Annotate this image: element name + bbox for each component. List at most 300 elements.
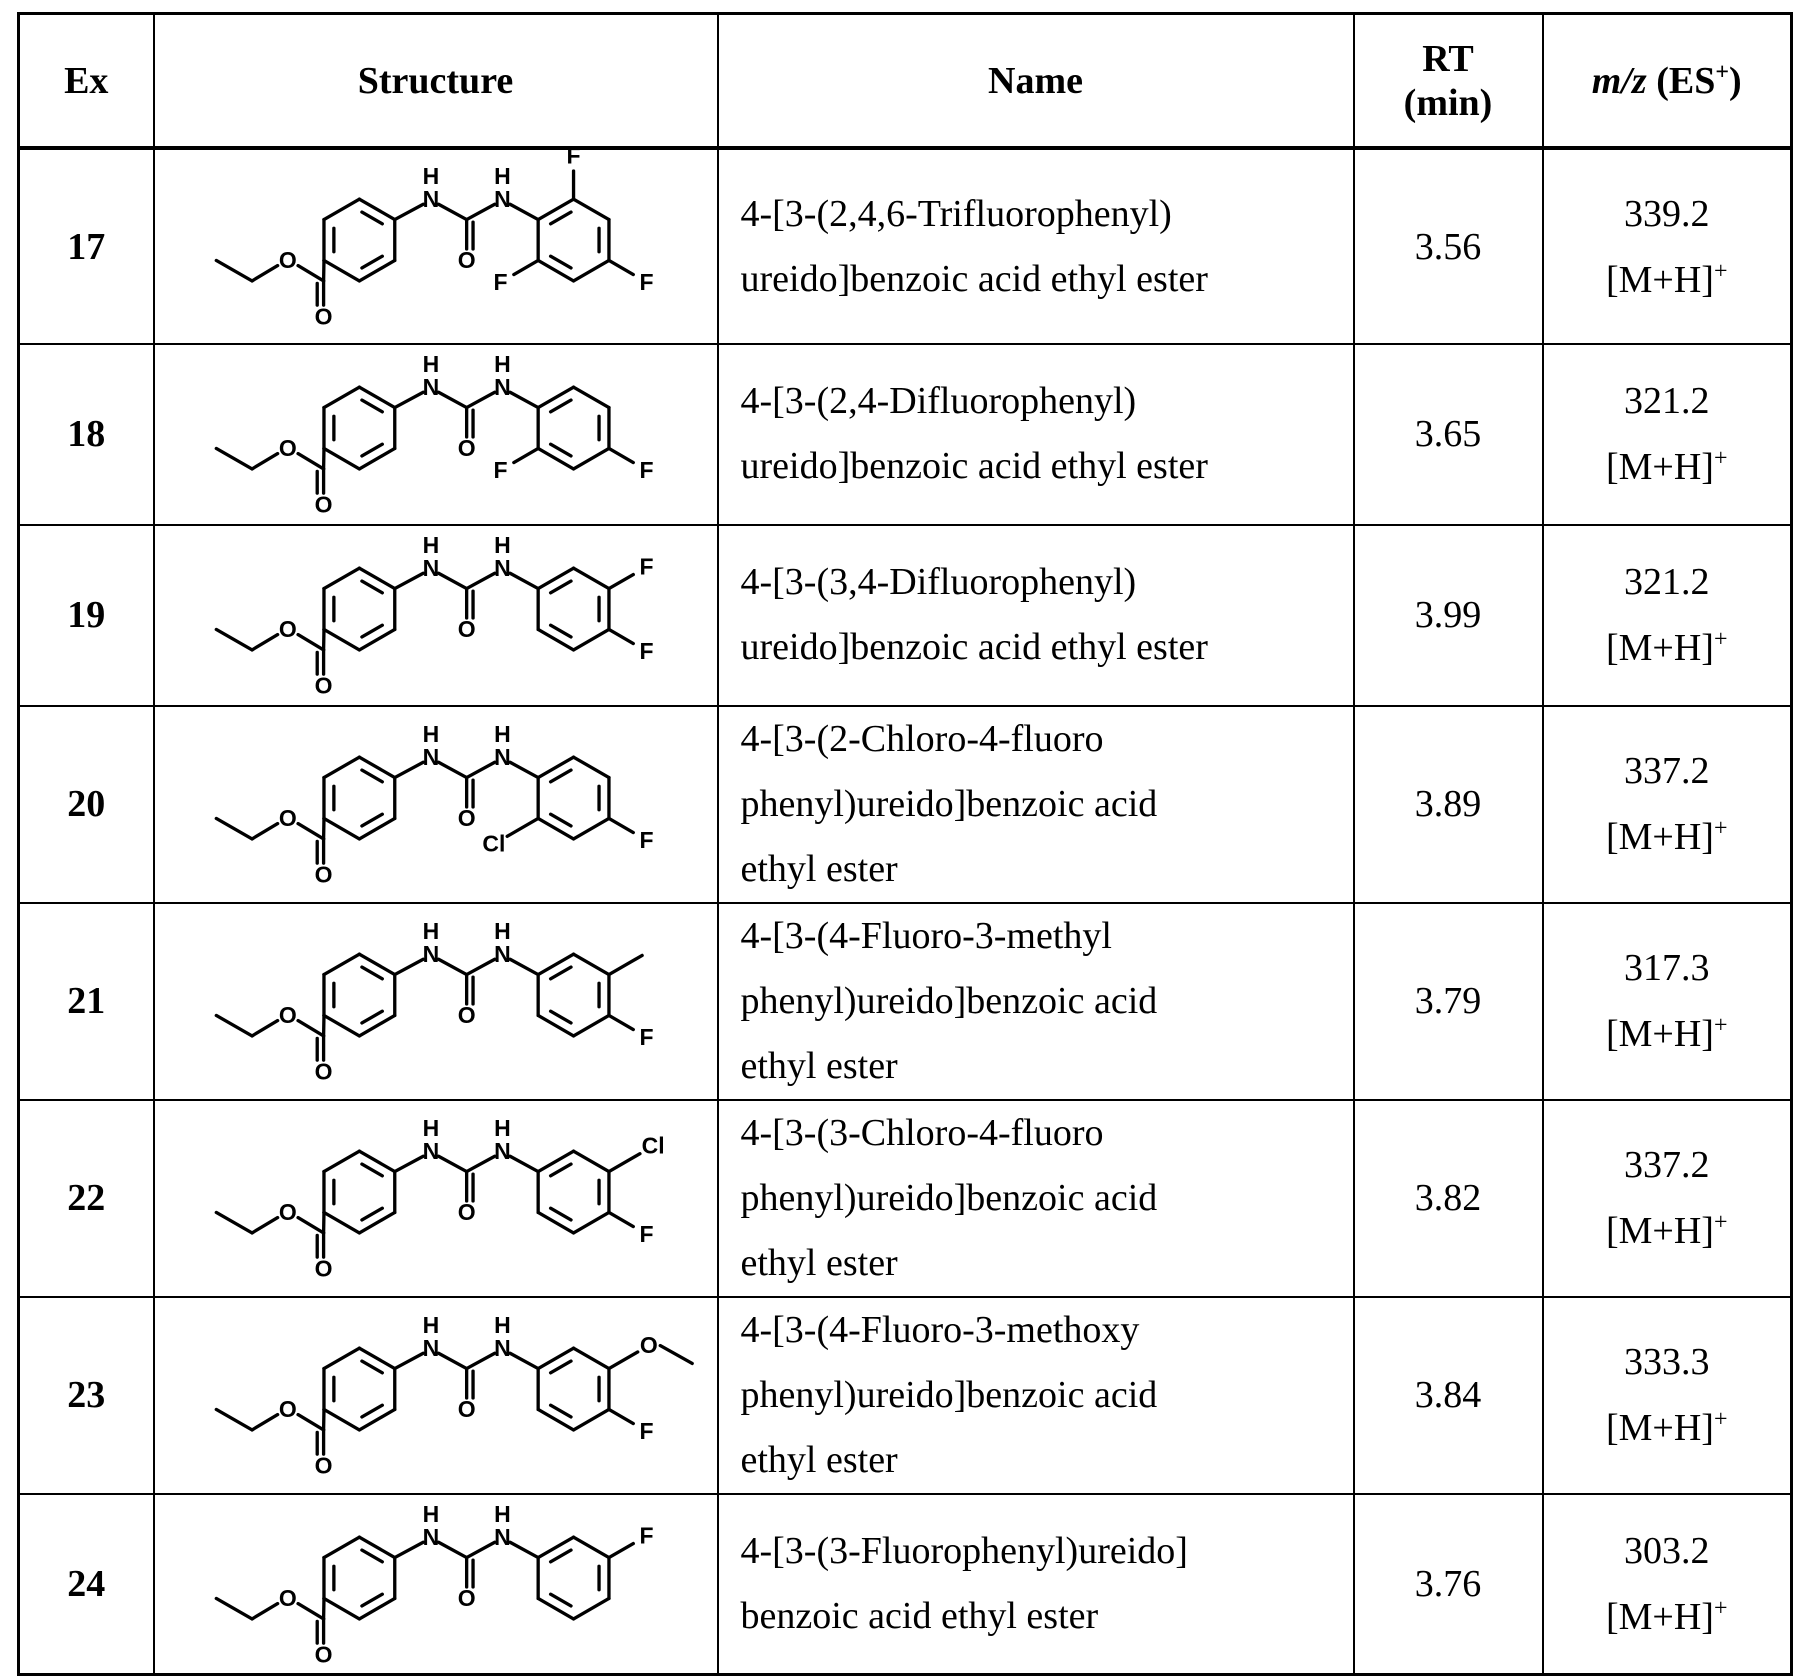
atom-label-h: H xyxy=(422,532,439,558)
bond xyxy=(438,1353,466,1368)
bond xyxy=(361,1164,381,1176)
atom-label-o: O xyxy=(457,616,475,642)
bond xyxy=(361,1594,381,1606)
substituent-label: F xyxy=(566,142,580,168)
example-number: 21 xyxy=(19,903,154,1100)
atom-label-h: H xyxy=(494,532,511,558)
atom-label-n: N xyxy=(422,1523,439,1549)
atom-label-n: N xyxy=(494,941,511,967)
mz-value: 333.3 xyxy=(1624,1341,1710,1383)
mass-value xyxy=(1543,344,1792,525)
header-rt-unit: (min) xyxy=(1404,82,1493,124)
atom-label-o: O xyxy=(314,672,332,698)
bond xyxy=(510,1156,538,1171)
name-line: 4-[3-(3-Fluorophenyl)ureido] xyxy=(741,1530,1188,1572)
bond xyxy=(438,1156,466,1171)
example-number: 18 xyxy=(19,344,154,525)
name-line: 4-[3-(2,4,6-Trifluorophenyl) xyxy=(741,193,1172,235)
header-mz-sup: + xyxy=(1715,59,1729,85)
ion-charge: + xyxy=(1714,815,1728,841)
atom-label-o: O xyxy=(278,616,296,642)
bond xyxy=(466,204,494,219)
bond xyxy=(538,629,573,649)
atom-label-h: H xyxy=(494,1312,511,1338)
bond xyxy=(323,818,358,838)
bond xyxy=(538,568,573,588)
atom-label-o: O xyxy=(278,435,296,461)
atom-label-n: N xyxy=(422,1335,439,1361)
atom-label-o: O xyxy=(314,1058,332,1084)
mz-value: 337.2 xyxy=(1624,1144,1710,1186)
header-mz xyxy=(1543,14,1792,149)
structure-cell xyxy=(154,706,718,903)
bond xyxy=(573,1015,608,1035)
retention-time: 3.99 xyxy=(1354,525,1543,706)
compound-name xyxy=(718,344,1354,525)
bond xyxy=(438,392,466,407)
structure-drawing xyxy=(155,345,717,524)
bond xyxy=(359,818,394,838)
bond xyxy=(538,1409,573,1429)
bond xyxy=(538,757,573,777)
example-number: 17 xyxy=(19,148,154,344)
bond xyxy=(298,266,324,281)
ion-label: [M+H] xyxy=(1606,1210,1714,1252)
bond xyxy=(361,1011,381,1023)
atom-label-o: O xyxy=(278,1199,296,1225)
mz-value: 321.2 xyxy=(1624,380,1710,422)
bond xyxy=(538,954,573,974)
bond xyxy=(361,1550,381,1562)
example-number: 19 xyxy=(19,525,154,706)
substituent-label: F xyxy=(639,457,653,483)
structure-cell xyxy=(154,148,718,344)
atom-label-h: H xyxy=(422,163,439,189)
atom-label-h: H xyxy=(494,163,511,189)
bond xyxy=(252,266,278,281)
atom-label-o: O xyxy=(314,1255,332,1281)
atom-label-o: O xyxy=(278,1585,296,1611)
bond xyxy=(361,444,381,456)
bond xyxy=(510,573,538,588)
structure-drawing xyxy=(155,1109,717,1288)
name-line: ureido]benzoic acid ethyl ester xyxy=(741,445,1208,487)
bond xyxy=(323,387,358,407)
bond xyxy=(359,199,394,219)
bond xyxy=(510,392,538,407)
atom-label-h: H xyxy=(422,1312,439,1338)
bond xyxy=(538,448,573,468)
ion-charge: + xyxy=(1714,1406,1728,1432)
bond xyxy=(394,392,422,407)
bond xyxy=(538,1537,573,1557)
mz-value: 317.3 xyxy=(1624,947,1710,989)
bond xyxy=(359,1537,394,1557)
atom-label-o: O xyxy=(457,1396,475,1422)
bond xyxy=(216,261,252,281)
header-structure: Structure xyxy=(154,14,718,149)
compound-name xyxy=(718,1297,1354,1494)
bond xyxy=(298,1020,324,1035)
atom-label-o: O xyxy=(457,1002,475,1028)
bond xyxy=(394,1156,422,1171)
ion-label: [M+H] xyxy=(1606,1407,1714,1449)
substituent-label: F xyxy=(493,269,507,295)
atom-label-o: O xyxy=(314,491,332,517)
ion-charge: + xyxy=(1714,1209,1728,1235)
structure-cell xyxy=(154,1297,718,1494)
bond xyxy=(573,448,608,468)
structure-cell xyxy=(154,1494,718,1675)
atom-label-o: O xyxy=(278,1002,296,1028)
name-line: phenyl)ureido]benzoic acid xyxy=(741,980,1158,1022)
bond xyxy=(323,1151,358,1171)
example-number: 23 xyxy=(19,1297,154,1494)
bond xyxy=(359,1015,394,1035)
bond xyxy=(252,823,278,838)
name-line: 4-[3-(4-Fluoro-3-methyl xyxy=(741,915,1112,957)
atom-label-h: H xyxy=(422,351,439,377)
bond xyxy=(298,634,324,649)
atom-label-o: O xyxy=(278,805,296,831)
header-row xyxy=(19,14,1792,149)
atom-label-n: N xyxy=(422,555,439,581)
header-rt-label: RT xyxy=(1422,38,1473,80)
bond xyxy=(608,629,632,643)
atom-label-o: O xyxy=(314,303,332,329)
mz-value: 337.2 xyxy=(1624,750,1710,792)
bond xyxy=(510,204,538,219)
bond xyxy=(298,1217,324,1232)
bond xyxy=(359,387,394,407)
bond xyxy=(323,1598,358,1618)
bond xyxy=(216,1409,252,1429)
bond xyxy=(538,1348,573,1368)
bond xyxy=(394,573,422,588)
bond xyxy=(216,1015,252,1035)
name-line: ethyl ester xyxy=(741,1439,898,1481)
bond xyxy=(359,448,394,468)
bond xyxy=(466,959,494,974)
bond xyxy=(438,573,466,588)
chemical-structure xyxy=(155,1109,717,1288)
bond xyxy=(550,1011,570,1023)
mass-value xyxy=(1543,148,1792,344)
structure-drawing xyxy=(155,1306,717,1485)
bond xyxy=(466,1542,494,1557)
bond xyxy=(608,448,632,462)
bond xyxy=(608,1153,639,1171)
table-row xyxy=(19,344,1792,525)
bond xyxy=(216,1212,252,1232)
bond xyxy=(252,1603,278,1618)
atom-label-h: H xyxy=(494,351,511,377)
bond xyxy=(510,959,538,974)
bond xyxy=(573,387,608,407)
bond xyxy=(252,1414,278,1429)
bond xyxy=(252,1020,278,1035)
bond xyxy=(323,261,358,281)
bond xyxy=(359,629,394,649)
bond xyxy=(608,818,632,832)
ion-charge: + xyxy=(1714,627,1728,653)
bond xyxy=(394,762,422,777)
retention-time: 3.76 xyxy=(1354,1494,1543,1675)
bond xyxy=(466,392,494,407)
name-line: 4-[3-(4-Fluoro-3-methoxy xyxy=(741,1309,1140,1351)
substituent-label: F xyxy=(639,827,653,853)
bond xyxy=(573,818,608,838)
bond xyxy=(507,818,538,836)
name-line: 4-[3-(2,4-Difluorophenyl) xyxy=(741,380,1137,422)
atom-label-o: O xyxy=(278,247,296,273)
bond xyxy=(359,1151,394,1171)
example-number: 22 xyxy=(19,1100,154,1297)
atom-label-h: H xyxy=(422,918,439,944)
mz-value: 339.2 xyxy=(1624,193,1710,235)
bond xyxy=(361,1208,381,1220)
structure-cell xyxy=(154,344,718,525)
bond xyxy=(323,1348,358,1368)
bond xyxy=(359,1409,394,1429)
bond xyxy=(252,1217,278,1232)
substituent-label: F xyxy=(639,1221,653,1247)
bond xyxy=(216,448,252,468)
bond xyxy=(550,444,570,456)
bond xyxy=(438,1542,466,1557)
table-row xyxy=(19,706,1792,903)
mass-value xyxy=(1543,1100,1792,1297)
atom-label-n: N xyxy=(422,374,439,400)
bond xyxy=(323,1015,358,1035)
atom-label-o: O xyxy=(457,1585,475,1611)
bond xyxy=(608,1543,632,1557)
atom-label-n: N xyxy=(422,1138,439,1164)
bond xyxy=(573,629,608,649)
atom-label-n: N xyxy=(494,186,511,212)
structure-drawing xyxy=(155,715,717,894)
bond xyxy=(513,448,537,462)
atom-label-o: O xyxy=(457,805,475,831)
name-line: phenyl)ureido]benzoic acid xyxy=(741,1177,1158,1219)
structure-cell xyxy=(154,1100,718,1297)
bond xyxy=(361,625,381,637)
retention-time: 3.65 xyxy=(1354,344,1543,525)
bond xyxy=(573,199,608,219)
table-row xyxy=(19,148,1792,344)
bond xyxy=(361,1361,381,1373)
bond xyxy=(573,954,608,974)
mz-value: 321.2 xyxy=(1624,561,1710,603)
atom-label-n: N xyxy=(422,941,439,967)
bond xyxy=(466,762,494,777)
bond xyxy=(538,1151,573,1171)
retention-time: 3.84 xyxy=(1354,1297,1543,1494)
atom-label-n: N xyxy=(494,555,511,581)
bond xyxy=(298,1414,324,1429)
bond xyxy=(216,1598,252,1618)
substituent-label: F xyxy=(639,269,653,295)
bond xyxy=(550,967,570,979)
bond xyxy=(359,757,394,777)
bond xyxy=(513,261,537,275)
compound-name xyxy=(718,525,1354,706)
table-row xyxy=(19,1100,1792,1297)
substituent-label: O xyxy=(639,1332,657,1358)
atom-label-n: N xyxy=(494,1138,511,1164)
bond xyxy=(550,1361,570,1373)
name-line: ureido]benzoic acid ethyl ester xyxy=(741,258,1208,300)
name-line: ethyl ester xyxy=(741,1045,898,1087)
bond xyxy=(359,954,394,974)
atom-label-h: H xyxy=(422,1500,439,1526)
name-line: ureido]benzoic acid ethyl ester xyxy=(741,626,1208,668)
bond xyxy=(573,1537,608,1557)
ion-charge: + xyxy=(1714,1595,1728,1621)
bond xyxy=(510,1542,538,1557)
bond xyxy=(323,1212,358,1232)
bond xyxy=(323,448,358,468)
bond xyxy=(252,454,278,469)
ion-charge: + xyxy=(1714,1012,1728,1038)
bond xyxy=(323,1409,358,1429)
mass-value xyxy=(1543,903,1792,1100)
bond xyxy=(538,818,573,838)
compound-table xyxy=(17,12,1793,1676)
bond xyxy=(538,261,573,281)
bond xyxy=(550,581,570,593)
atom-label-h: H xyxy=(494,1115,511,1141)
atom-label-h: H xyxy=(494,1500,511,1526)
retention-time: 3.89 xyxy=(1354,706,1543,903)
bond xyxy=(298,1603,324,1618)
atom-label-o: O xyxy=(457,1199,475,1225)
atom-label-h: H xyxy=(494,721,511,747)
header-ex: Ex xyxy=(19,14,154,149)
bond xyxy=(608,1409,632,1423)
bond xyxy=(573,1409,608,1429)
bond xyxy=(510,1353,538,1368)
bond xyxy=(361,1405,381,1417)
bond xyxy=(394,959,422,974)
bond xyxy=(466,1353,494,1368)
retention-time: 3.82 xyxy=(1354,1100,1543,1297)
substituent-label: F xyxy=(639,1418,653,1444)
bond xyxy=(394,1353,422,1368)
bond xyxy=(323,954,358,974)
atom-label-o: O xyxy=(278,1396,296,1422)
substituent-label: F xyxy=(639,1024,653,1050)
bond xyxy=(573,757,608,777)
atom-label-o: O xyxy=(314,861,332,887)
example-number: 24 xyxy=(19,1494,154,1675)
structure-cell xyxy=(154,903,718,1100)
header-rt xyxy=(1354,14,1543,149)
name-line: ethyl ester xyxy=(741,1242,898,1284)
name-line: benzoic acid ethyl ester xyxy=(741,1595,1099,1637)
atom-label-n: N xyxy=(494,1523,511,1549)
ion-label: [M+H] xyxy=(1606,446,1714,488)
bond xyxy=(323,629,358,649)
mz-value: 303.2 xyxy=(1624,1530,1710,1572)
bond xyxy=(550,256,570,268)
mass-value xyxy=(1543,706,1792,903)
bond xyxy=(608,1015,632,1029)
bond xyxy=(252,634,278,649)
bond xyxy=(438,959,466,974)
ion-charge: + xyxy=(1714,258,1728,284)
bond xyxy=(550,1164,570,1176)
bond xyxy=(573,568,608,588)
bond xyxy=(608,1212,632,1226)
bond xyxy=(323,1537,358,1557)
name-line: 4-[3-(3-Chloro-4-fluoro xyxy=(741,1112,1104,1154)
bond xyxy=(359,1212,394,1232)
structure-drawing xyxy=(155,157,717,336)
atom-label-o: O xyxy=(314,1641,332,1667)
bond xyxy=(361,967,381,979)
bond xyxy=(323,199,358,219)
bond xyxy=(550,212,570,224)
bond xyxy=(550,1208,570,1220)
chemical-structure xyxy=(155,157,717,336)
atom-label-h: H xyxy=(494,918,511,944)
bond xyxy=(573,261,608,281)
bond xyxy=(510,762,538,777)
header-mz-italic: m/z xyxy=(1592,60,1647,102)
mass-value xyxy=(1543,1297,1792,1494)
ion-label: [M+H] xyxy=(1606,816,1714,858)
atom-label-o: O xyxy=(457,247,475,273)
bond xyxy=(394,1542,422,1557)
substituent-label: Cl xyxy=(482,830,505,856)
bond xyxy=(550,1594,570,1606)
bond xyxy=(466,1156,494,1171)
atom-label-o: O xyxy=(457,435,475,461)
table-row xyxy=(19,1297,1792,1494)
retention-time: 3.79 xyxy=(1354,903,1543,1100)
table-row xyxy=(19,903,1792,1100)
compound-name xyxy=(718,903,1354,1100)
ion-label: [M+H] xyxy=(1606,627,1714,669)
chemical-structure xyxy=(155,1495,717,1674)
bond xyxy=(361,814,381,826)
bond xyxy=(573,1151,608,1171)
bond xyxy=(359,261,394,281)
name-line: phenyl)ureido]benzoic acid xyxy=(741,783,1158,825)
bond xyxy=(538,1598,573,1618)
bond xyxy=(298,454,324,469)
atom-label-o: O xyxy=(314,1452,332,1478)
bond xyxy=(394,204,422,219)
bond xyxy=(550,770,570,782)
atom-label-n: N xyxy=(422,186,439,212)
bond xyxy=(608,1352,637,1369)
mass-value xyxy=(1543,525,1792,706)
ion-charge: + xyxy=(1714,446,1728,472)
header-name: Name xyxy=(718,14,1354,149)
bond xyxy=(550,814,570,826)
bond xyxy=(608,574,632,588)
bond xyxy=(323,568,358,588)
header-mz-close: ) xyxy=(1729,60,1742,102)
chemical-structure xyxy=(155,912,717,1091)
bond xyxy=(359,1348,394,1368)
substituent-label: F xyxy=(639,553,653,579)
chemical-structure xyxy=(155,526,717,705)
substituent-label: Cl xyxy=(641,1132,664,1158)
bond xyxy=(550,1550,570,1562)
